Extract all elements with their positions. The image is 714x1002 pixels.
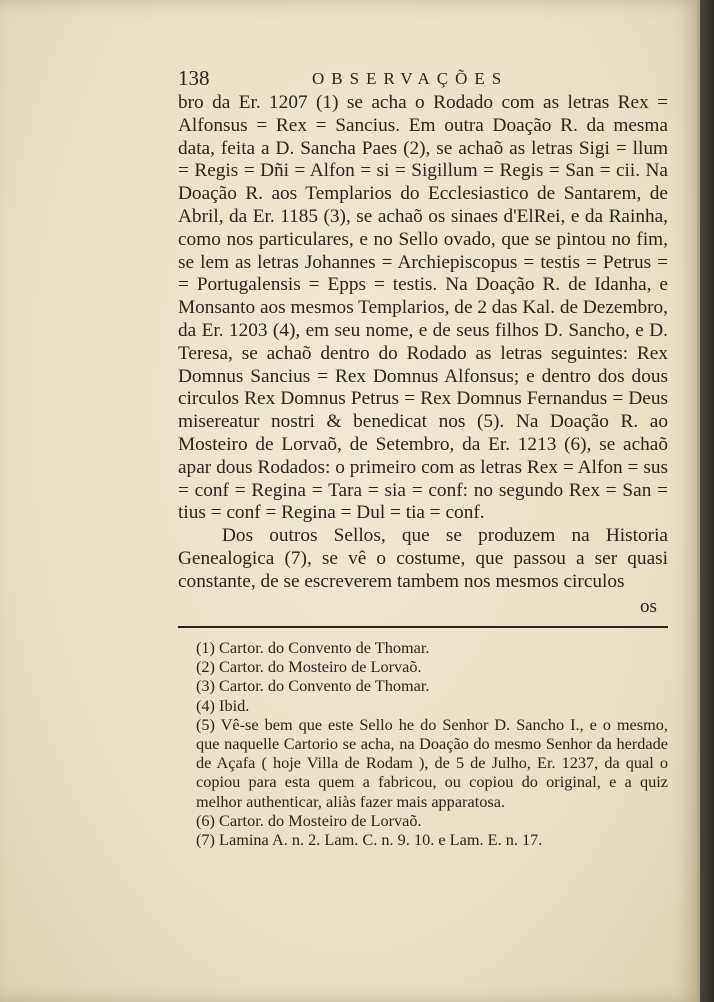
footnote: (7) Lamina A. n. 2. Lam. C. n. 9. 10. e Lam. E. n. 17. xyxy=(196,830,543,850)
running-head: OBSERVAÇÕES xyxy=(312,69,509,88)
main-text xyxy=(178,92,668,594)
footnote: (2) Cartor. do Mosteiro de Lorvaõ. xyxy=(196,657,422,677)
catchword: os xyxy=(640,596,657,617)
footnote: (4) Ibid. xyxy=(196,695,250,715)
paragraph: Dos outros Sellos, que se produzem na Historia Genealogica (7), se vê o costume, que passou a ser quasi constante, de se escreverem tambem nos mesmos circulos xyxy=(178,525,668,592)
footnote: (6) Cartor. do Mosteiro de Lorvaõ. xyxy=(196,810,422,830)
footnote: (3) Cartor. do Convento de Thomar. xyxy=(196,676,430,696)
page-header xyxy=(178,66,668,94)
page-number: 138 xyxy=(178,66,210,90)
paragraph: bro da Er. 1207 (1) se acha o Rodado com as letras Rex = Alfonsus = Rex = Sancius. Em outra Doação R. da mesma data, feita a D. Sancha Paes (2), se achaõ as letras Sigi = llum = Regis = Dñi = Alfon = si = Sigillum = Regis = San = cii. Na Doação R. aos Templarios do Ecclesiastico de Santarem, de Abril, da Er. 1185 (3), se achaõ os sinaes d'ElRei, e da Rainha, como nos particulares, e no Sello ovado, que se pintou no fim, se lem as letras Johannes = Archiepiscopus = testis = Petrus = = Portugalensis = Epps = testis. Na Doação R. de Idanha, e Monsanto aos mesmos Templarios, de 2 das Kal. de Dezembro, da Er. 1203 (4), em seu nome, e de seus filhos D. Sancho, e D. Teresa, se achaõ dentro do Rodado as letras seguintes: Rex Domnus Sancius = Rex Domnus Alfonsus; e dentro dos dous circulos Rex Domnus Petrus = Rex Domnus Fernandus = Deus misereatur nostri & benedicat nos (5). Na Doação R. ao Mosteiro de Lorvaõ, de Setembro, da Er. 1213 (6), se achaõ apar dous Rodados: o primeiro com as letras Rex = Alfon = sus = conf = Regina = Tara = sia = conf: no segundo Rex = San = tius = conf = Regina = Dul = tia = conf. xyxy=(178,92,668,524)
footnote-divider xyxy=(178,626,668,628)
footnote: (1) Cartor. do Convento de Thomar. xyxy=(196,638,430,657)
book-gutter xyxy=(700,0,714,1002)
footnote: (5) Vê-se bem que este Sello he do Senhor D. Sancho I., e o mesmo, que naquelle Cartorio se acha, na Doação do mesmo Senhor da herdade de Açafa ( hoje Villa de Rodam ), de 5 de Julho, Er. 1237, da qual o copiou para esta quem a fabricou, ou copiou do original, e a quiz melhor authenticar, aliàs fazer mais apparatosa. xyxy=(196,714,668,811)
footnotes xyxy=(196,638,668,849)
